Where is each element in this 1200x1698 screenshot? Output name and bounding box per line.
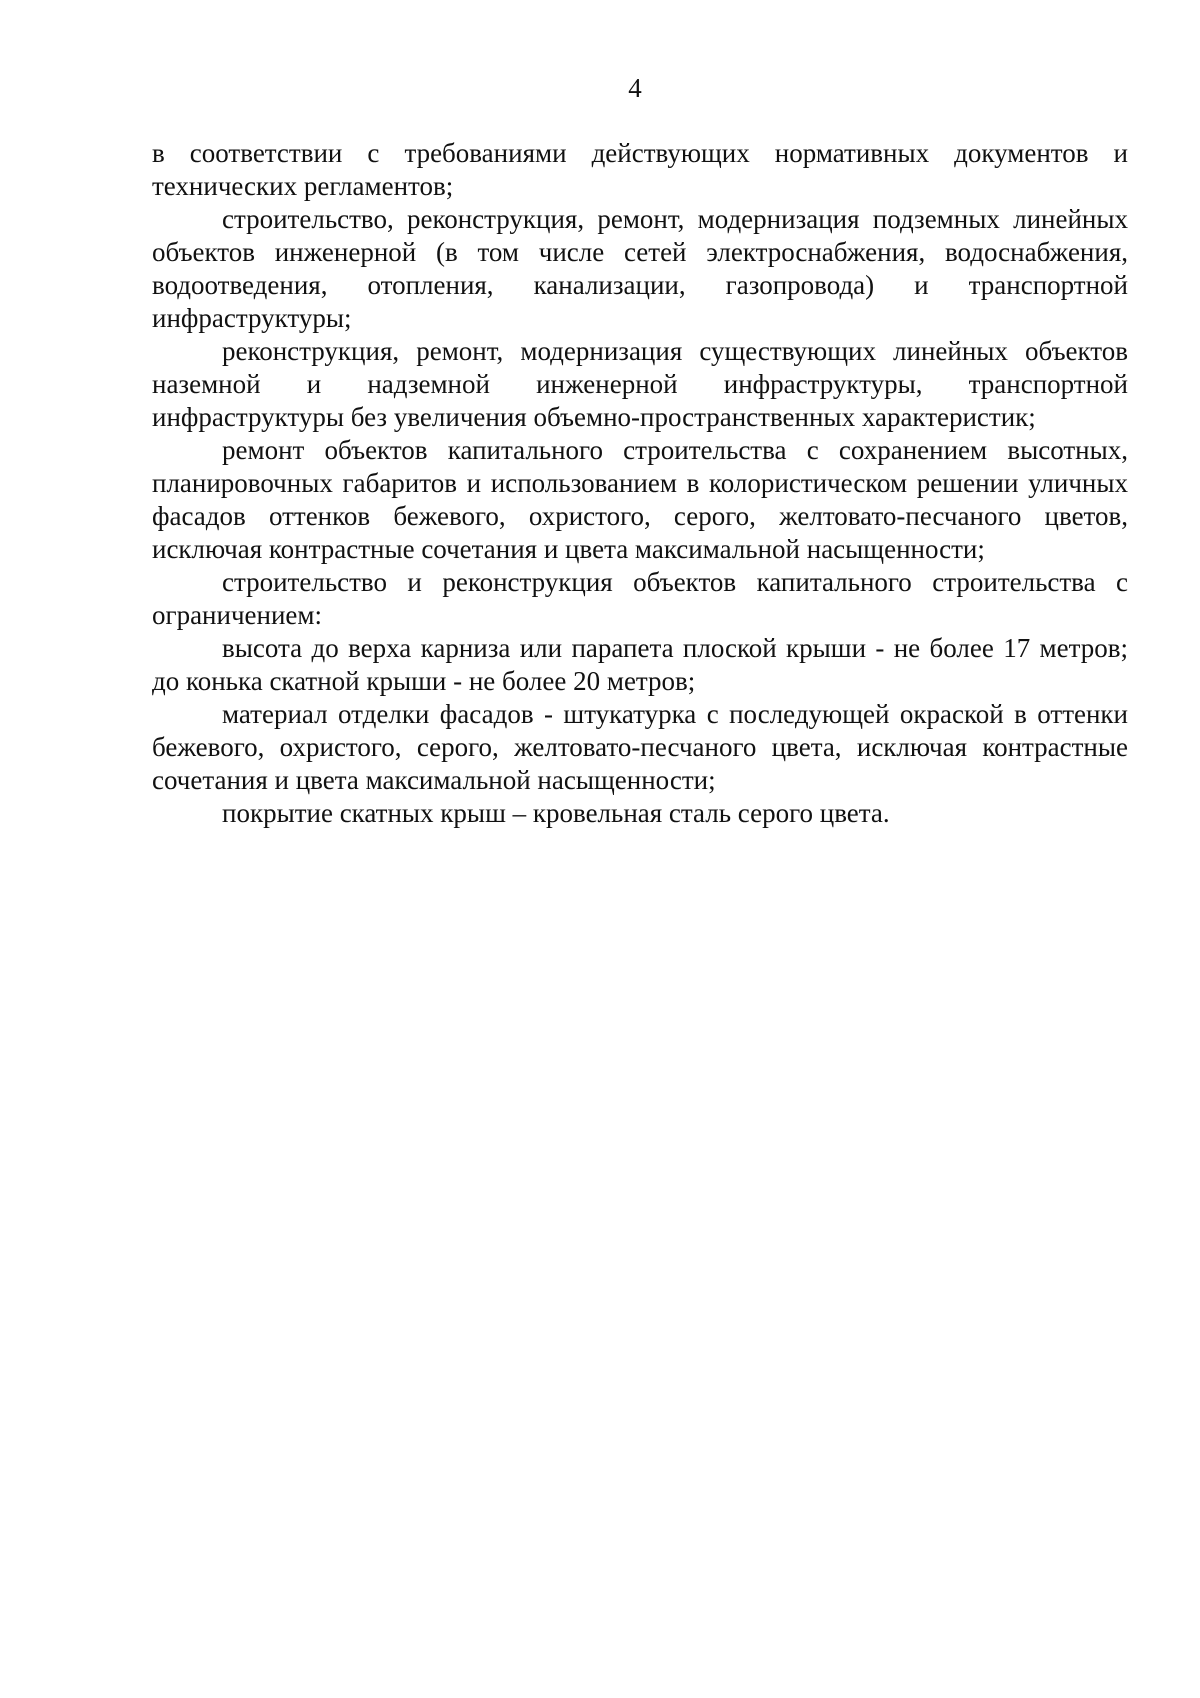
page-number: 4 [628,73,642,103]
paragraph-8: покрытие скатных крыш – кровельная сталь серого цвета. [222,798,890,828]
paragraph-7: материал отделки фасадов - штукатурка с последующей окраской в оттенки бежевого, охристого, серого, желтовато-песчаного цвета, исключая контрастные сочетания и цвета максимальной насыщенности; [152,699,1128,795]
document-body [152,137,1128,830]
paragraph-4: ремонт объектов капитального строительства с сохранением высотных, планировочных габаритов и использованием в колористическом решении уличных фасадов оттенков бежевого, охристого, серого, желтовато-песчаного цветов, исключая контрастные сочетания и цвета максимальной насыщенности; [152,435,1128,564]
paragraph-5: строительство и реконструкция объектов капитального строительства с ограничением: [152,567,1128,630]
paragraph-6: высота до верха карниза или парапета плоской крыши - не более 17 метров; до конька скатной крыши - не более 20 метров; [152,633,1128,696]
paragraph-2: строительство, реконструкция, ремонт, модернизация подземных линейных объектов инженерной (в том числе сетей электроснабжения, водоснабжения, водоотведения, отопления, канализации, газопровода) и транспортной инфраструктуры; [152,204,1128,333]
paragraph-3: реконструкция, ремонт, модернизация существующих линейных объектов наземной и надземной инженерной инфраструктуры, транспортной инфраструктуры без увеличения объемно-пространственных характеристик; [152,336,1128,432]
paragraph-1: в соответствии с требованиями действующих нормативных документов и технических регламентов; [152,138,1128,201]
